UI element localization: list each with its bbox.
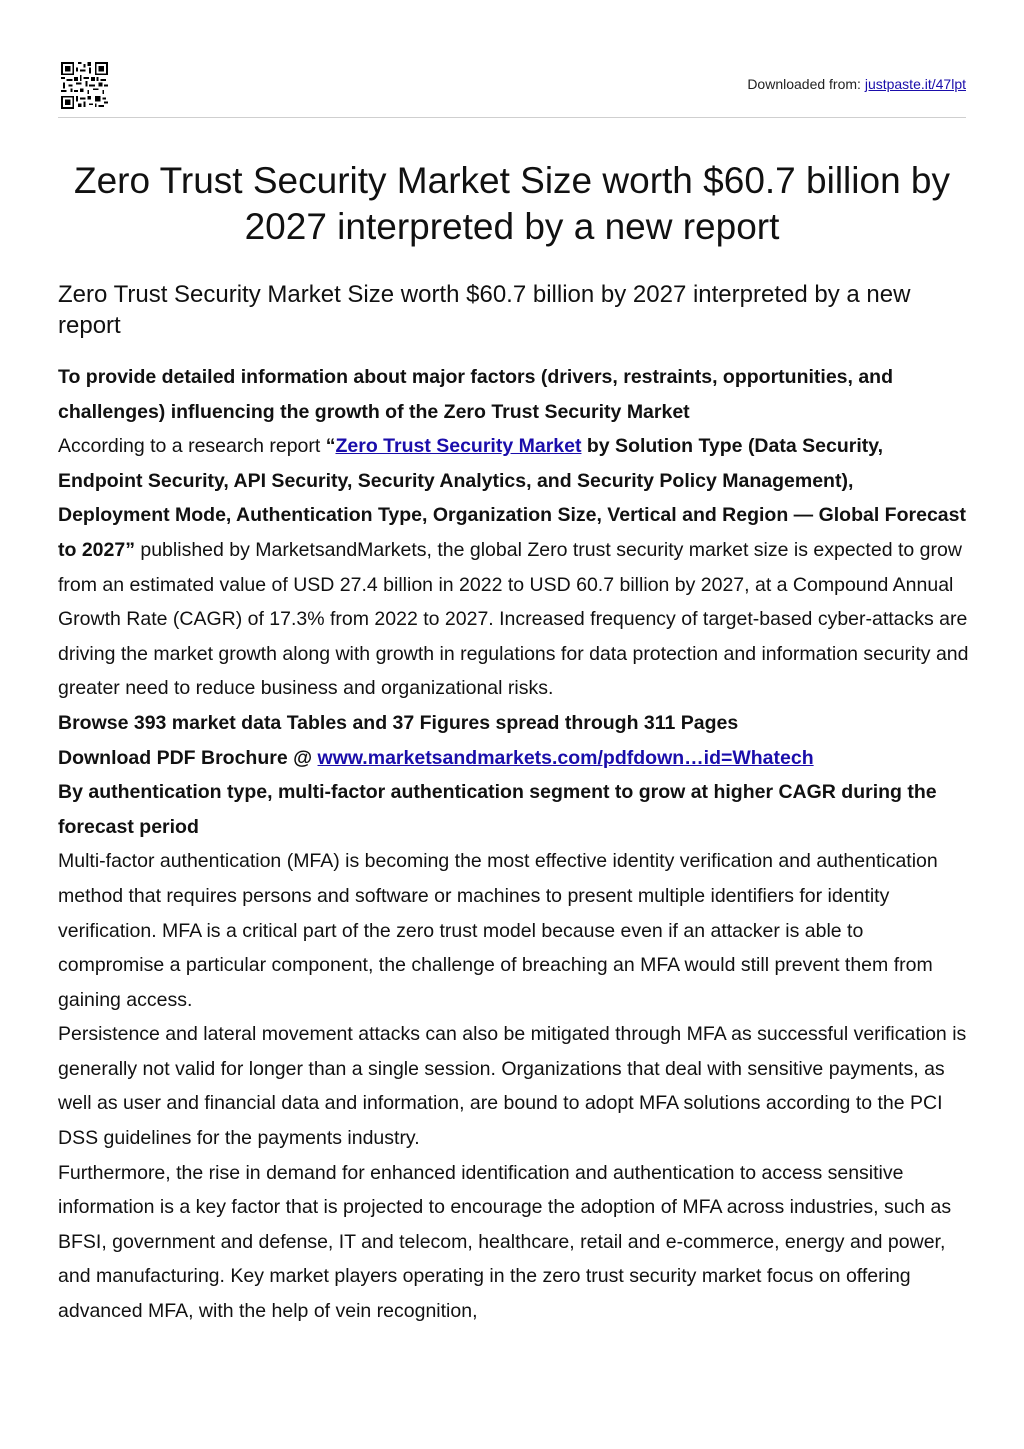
report-prefix: According to a research report	[58, 435, 326, 458]
mfa-heading: By authentication type, multi-factor authentication segment to grow at higher CAGR during the forecast period	[58, 781, 937, 838]
zero-trust-market-link[interactable]: Zero Trust Security Market	[335, 435, 582, 458]
header-divider	[58, 117, 966, 118]
quote-open: “	[325, 435, 336, 458]
browse-line: Browse 393 market data Tables and 37 Figures spread through 311 Pages	[58, 711, 739, 734]
article-body	[58, 360, 970, 1329]
download-source-label: Downloaded from:	[747, 76, 865, 92]
mfa-paragraph-2: Persistence and lateral movement attacks can also be mitigated through MFA as successful verification is generally not valid for longer than a single session. Organizations that deal with sensitive payments, as well as user and financial data and information, are bound to adopt MFA solutions according to the PCI DSS guidelines for the payments industry.	[58, 1023, 967, 1150]
page-title: Zero Trust Security Market Size worth $60.7 billion by 2027 interpreted by a new report	[73, 160, 951, 247]
download-brochure-label: Download PDF Brochure @	[58, 746, 318, 769]
download-brochure-link[interactable]: www.marketsandmarkets.com/pdfdown…id=Whatech	[317, 746, 814, 769]
download-brochure-line	[58, 741, 970, 776]
mfa-paragraph-1: Multi-factor authentication (MFA) is becoming the most effective identity verification and authentication method that requires persons and software or machines to present multiple identifiers for identity verification. MFA is a critical part of the zero trust model because even if an attacker is able to compromise a particular component, the challenge of breaching an MFA would still prevent them from gaining access.	[58, 850, 938, 1011]
mfa-paragraph-3: Furthermore, the rise in demand for enhanced identification and authentication to access sensitive information is a key factor that is projected to encourage the adoption of MFA across industries, such as BFSI, government and defense, IT and telecom, healthcare, retail and e-commerce, energy and power, and manufacturing. Key market players operating in the zero trust security market focus on offering advanced MFA, with the help of vein recognition,	[58, 1161, 952, 1323]
report-title: by Solution Type (Data Security, Endpoint Security, API Security, Security Analytics, and Security Policy Management), Deployment Mode, Authentication Type, Organization Size, Vertical and Region — Global Forecast to 2027”	[58, 435, 966, 561]
page-subtitle: Zero Trust Security Market Size worth $60.7 billion by 2027 interpreted by a new report	[58, 281, 911, 339]
download-source-link[interactable]: justpaste.it/47lpt	[864, 76, 966, 92]
qr-code-icon	[61, 62, 108, 109]
download-source	[747, 76, 966, 92]
intro-heading: To provide detailed information about major factors (drivers, restraints, opportunities, and challenges) influencing the growth of the Zero Trust Security Market	[58, 366, 894, 423]
report-paragraph	[58, 429, 970, 706]
report-description: published by MarketsandMarkets, the global Zero trust security market size is expected to grow from an estimated value of USD 27.4 billion in 2022 to USD 60.7 billion by 2027, at a Compound Annual Growth Rate (CAGR) of 17.3% from 2022 to 2027. Increased frequency of target-based cyber-attacks are driving the market growth along with growth in regulations for data protection and information security and greater need to reduce business and organizational risks.	[58, 538, 969, 700]
